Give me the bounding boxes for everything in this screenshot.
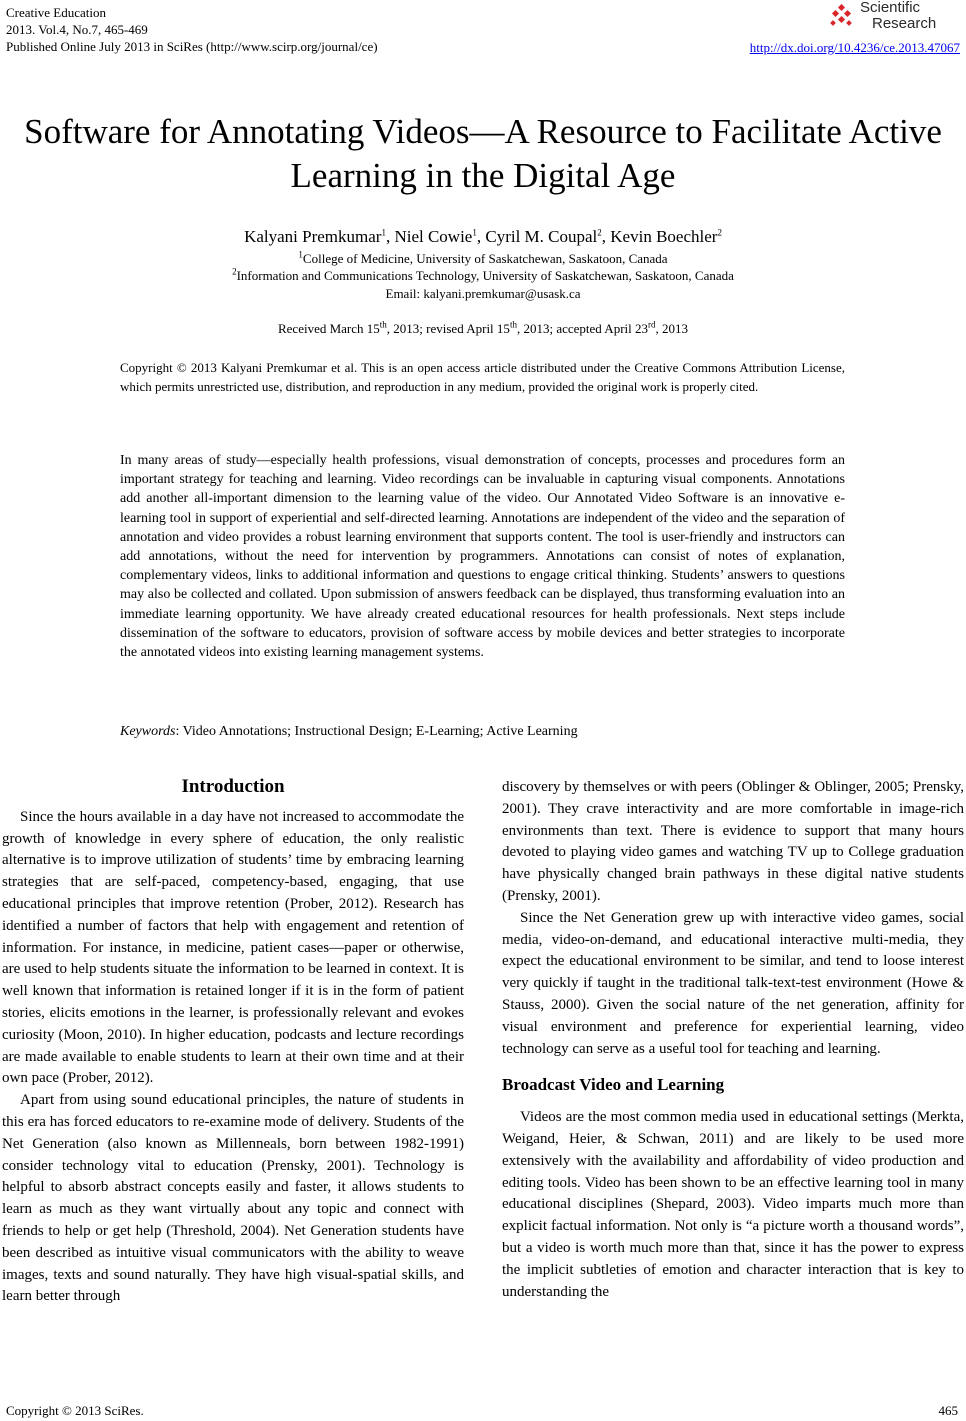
paragraph: Apart from using sound educational principles, the nature of students in this era has forced educators to re-examine mode of delivery. Students of the Net Generation (also known as Millenneals, born between 1982-1991) consider technology vital to education (Prensky, 2001). Technology is helpful to absorb abstract concepts easily and faster, it allows students to learn as much as they want virtually about any topic and connect with friends to help or get help (Threshold, 2004). Net Generation students have been described as intuitive visual communicators with the ability to weave images, texts and sound naturally. They have high visual-spatial skills, and learn better through [2, 1092, 464, 1305]
received-dates: Received March 15th, 2013; revised April 15th, 2013; accepted April 23rd, 2013 [277, 319, 689, 336]
author-email: Email: kalyani.premkumar@usask.ca [385, 286, 581, 301]
paragraph: discovery by themselves or with peers (Oblinger & Oblinger, 2005; Prensky, 2001). They crave interactivity and are more comfortable in image-rich environments than text. There is evidence to support that many hours devoted to playing video games and watching TV up to College graduation have physically changed brain pathways in these digital native students (Prensky, 2001). [502, 779, 964, 904]
footer-copyright: Copyright © 2013 SciRes. [6, 1403, 144, 1418]
affiliation: $^1$College of Medicine, University of Saskatchewan, Saskatoon, Canada [298, 249, 668, 266]
journal-volume: 2013. Vol.4, No.7, 465-469 [6, 22, 148, 37]
publisher-logo-text: Scientific Research [860, 0, 937, 32]
section-heading: Broadcast Video and Learning [502, 1075, 725, 1095]
doi-link[interactable]: http://dx.doi.org/10.4236/ce.2013.47067 [749, 40, 960, 55]
author-name: Kalyani Premkumar [244, 227, 382, 246]
abstract: In many areas of study—especially health professions, visual demonstration of concepts, processes and procedures form an important strategy for teaching and learning. Video recordings can be invaluable in capturing visual components. Annotations add another all-important dimension to the learning value of the video. Our Annotated Video Software is an innovative e-learning tool in support of experiential and self-directed learning. Annotations are independent of the video and the separation of annotation and video provides a robust learning environment that supports content. The tool is user-friendly and instructors can add annotations, without the need for intervention by programmers. Annotations can consist of notes of explanation, complementary videos, links to additional information and questions to engage critical thinking. Students’ answers to questions may also be collected and collated. Upon submission of answers feedback can be displayed, thus transforming evaluation into an immediate learning opportunity. We have already created educational resources for health professionals. Next steps include dissemination of the software to educators, provision of software access by mobile devices and better strategies to incorporate the annotated videos into existing learning management systems. [120, 453, 845, 661]
paper-title: Software for Annotating Videos—A Resource to Facilitate Active Learning in the Digital Age [24, 112, 942, 195]
left-column [2, 776, 464, 1308]
publisher-logo-icon [828, 4, 854, 30]
copyright-notice: Copyright © 2013 Kalyani Premkumar et al. This is an open access article distributed under the Creative Commons Attribution License, which permits unrestricted use, distribution, and reproduction in any medium, provided the original work is properly cited. [120, 360, 845, 394]
publisher-logo [828, 0, 958, 34]
page-number: 465 [938, 1403, 958, 1418]
affiliation: $^2$Information and Communications Technology, University of Saskatchewan, Saskatoon, Canada [232, 266, 734, 283]
paragraph: Videos are the most common media used in educational settings (Merkta, Weigand, Heier, & Schwan, 2011) and are likely to be used more extensively with the availability and affordability of video production and editing tools. Video has been shown to be an effective learning tool in many educational disciplines (Shepard, 2003). Video imparts much more than explicit factual information. Not only is “a picture worth a thousand words”, but a video is worth much more than that, since it has the power to express the implicit subtleties of emotion and character interaction that is key to understanding the [502, 1109, 964, 1300]
author-name: Kevin Boechler [610, 227, 718, 246]
keywords-label: Keywords [120, 724, 176, 739]
author-name: Cyril M. Coupal [485, 227, 598, 246]
paragraph: Since the Net Generation grew up with interactive video games, social media, video-on-demand, and educational interactive multi-media, they expect the educational environment to be similar, and tend to loose interest very quickly if taught in the traditional talk-text-test environment (Howe & Stauss, 2000). Given the social nature of the net generation, affinity for visual environment and preference for experiential learning, video technology can serve as a useful tool for teaching and learning. [502, 909, 964, 1057]
publication-info: Published Online July 2013 in SciRes (http://www.scirp.org/journal/ce) [6, 39, 378, 54]
right-column [502, 777, 964, 1303]
running-header [6, 4, 378, 55]
author-name: Niel Cowie [394, 227, 473, 246]
paragraph: Since the hours available in a day have not increased to accommodate the growth of knowledge in every sphere of education, the only realistic alternative is to improve utilization of students’ time by embracing learning strategies that are self-paced, competency-based, engaging, that use educational principles that improve retention (Prober, 2012). Research has identified a number of factors that help with engagement and retention of information. For instance, in medicine, patient cases—paper or otherwise, are used to help students situate the information to be learned in context. It is well known that information is retained longer if it is in the form of patient stories, elicits emotions in the learner, is professionally relevant and evokes curiosity (Moon, 2010). In higher education, podcasts and lecture recordings are made available to enable students to learn at their own time and at their own pace (Prober, 2012). [2, 808, 464, 1087]
section-heading: Introduction [181, 776, 285, 797]
author-list: Kalyani Premkumar$^1$, Niel Cowie$^1$, Cyril M. Coupal$^2$, Kevin Boechler$^2$ [244, 227, 722, 246]
journal-name: Creative Education [6, 5, 106, 20]
keywords: Keywords: Video Annotations; Instructional Design; E-Learning; Active Learning [120, 724, 578, 739]
